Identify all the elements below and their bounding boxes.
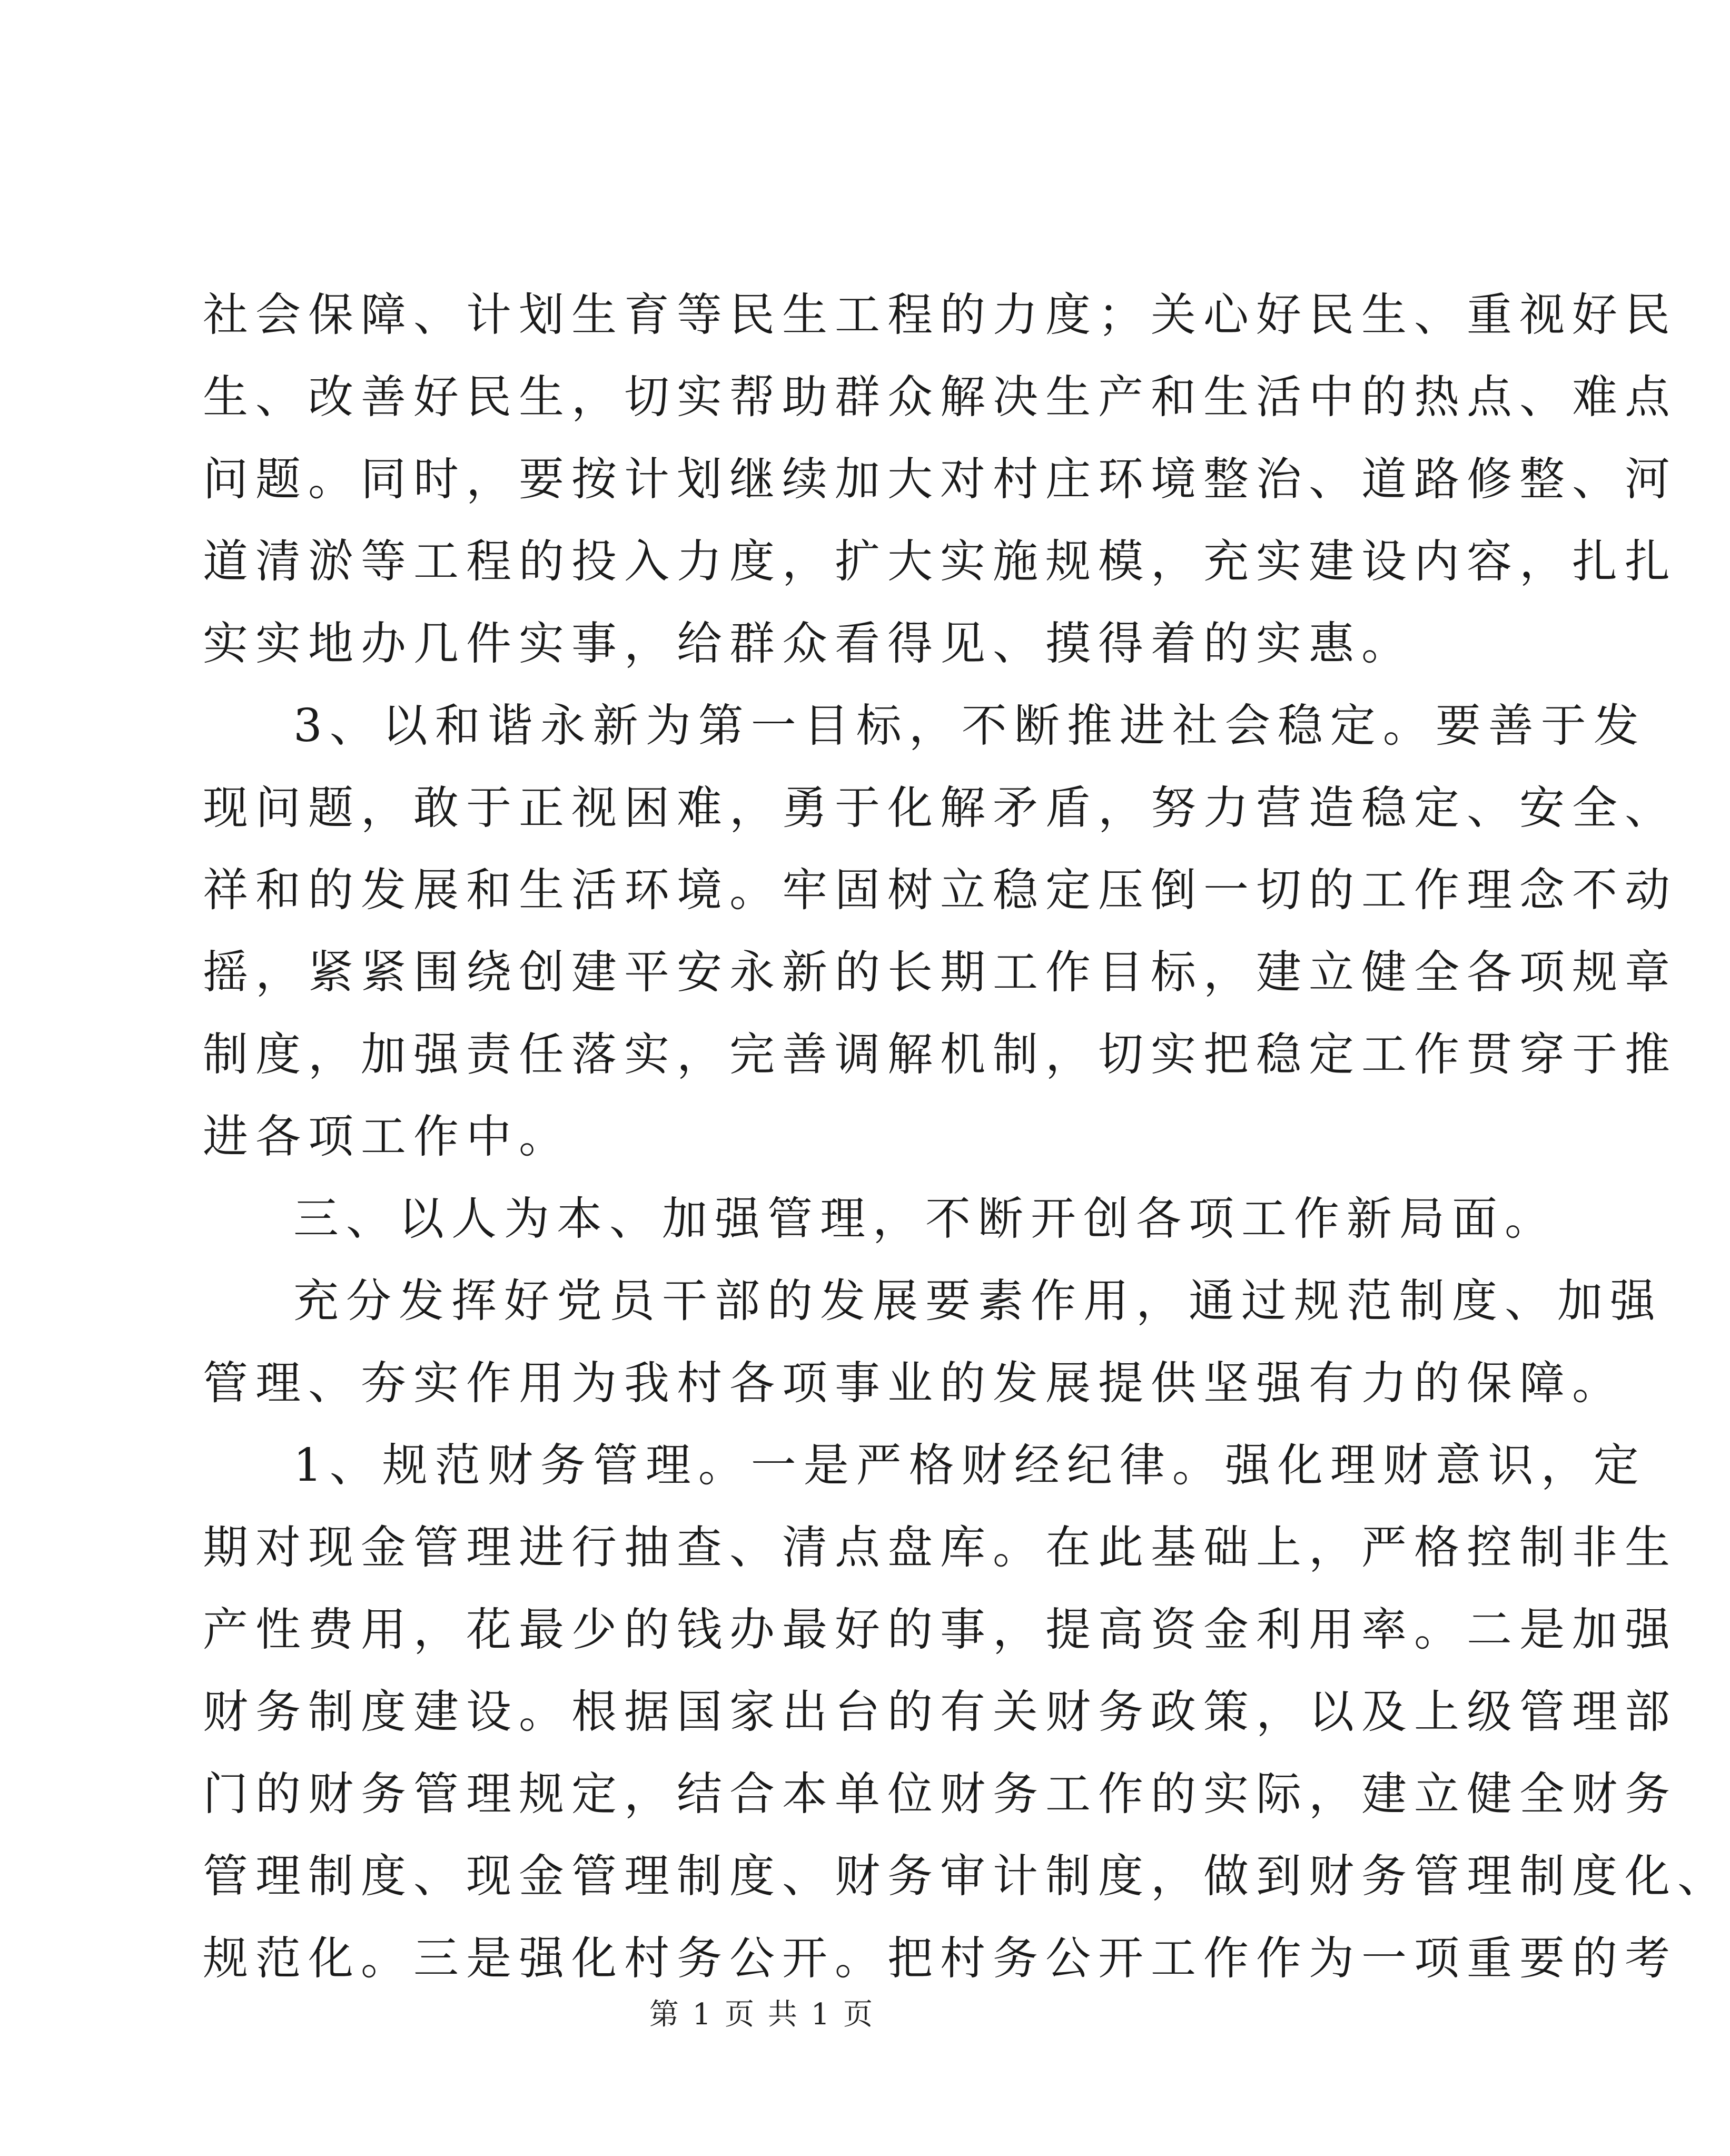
- text-line: 道清淤等工程的投入力度，扩大实施规模，充实建设内容，扎扎: [203, 535, 1677, 588]
- text-line: 财务制度建设。根据国家出台的有关财务政策，以及上级管理部: [203, 1686, 1677, 1738]
- text-line: 进各项工作中。: [203, 1110, 571, 1163]
- text-line: 充分发挥好党员干部的发展要素作用，通过规范制度、加强: [293, 1275, 1663, 1327]
- text-line: 制度，加强责任落实，完善调解机制，切实把稳定工作贯穿于推: [203, 1028, 1677, 1081]
- text-line: 祥和的发展和生活环境。牢固树立稳定压倒一切的工作理念不动: [203, 864, 1677, 917]
- text-line: 管理、夯实作用为我村各项事业的发展提供坚强有力的保障。: [203, 1357, 1625, 1410]
- text-line: 摇，紧紧围绕创建平安永新的长期工作目标，建立健全各项规章: [203, 946, 1677, 999]
- text-line: 期对现金管理进行抽查、清点盘库。在此基础上，严格控制非生: [203, 1521, 1677, 1574]
- text-line: 1、规范财务管理。一是严格财经纪律。强化理财意识，定: [293, 1439, 1646, 1492]
- text-line: 实实地办几件实事，给群众看得见、摸得着的实惠。: [203, 617, 1414, 670]
- text-line: 社会保障、计划生育等民生工程的力度；关心好民生、重视好民: [203, 289, 1677, 341]
- body-text: [203, 274, 1730, 2000]
- text-line: 规范化。三是强化村务公开。把村务公开工作作为一项重要的考: [203, 1932, 1677, 1985]
- text-line: 生、改善好民生，切实帮助群众解决生产和生活中的热点、难点: [203, 371, 1677, 424]
- page-footer: 第 1 页 共 1 页: [649, 1997, 875, 2032]
- text-line: 问题。同时，要按计划继续加大对村庄环境整治、道路修整、河: [203, 453, 1677, 506]
- text-line: 管理制度、现金管理制度、财务审计制度，做到财务管理制度化、: [203, 1850, 1730, 1903]
- text-line: 三、以人为本、加强管理，不断开创各项工作新局面。: [293, 1193, 1557, 1245]
- text-line: 门的财务管理规定，结合本单位财务工作的实际，建立健全财务: [203, 1768, 1677, 1820]
- text-line: 3、以和谐永新为第一目标，不断推进社会稳定。要善于发: [293, 700, 1646, 752]
- text-line: 产性费用，花最少的钱办最好的事，提高资金利用率。二是加强: [203, 1603, 1677, 1656]
- text-line: 现问题，敢于正视困难，勇于化解矛盾，努力营造稳定、安全、: [203, 782, 1677, 834]
